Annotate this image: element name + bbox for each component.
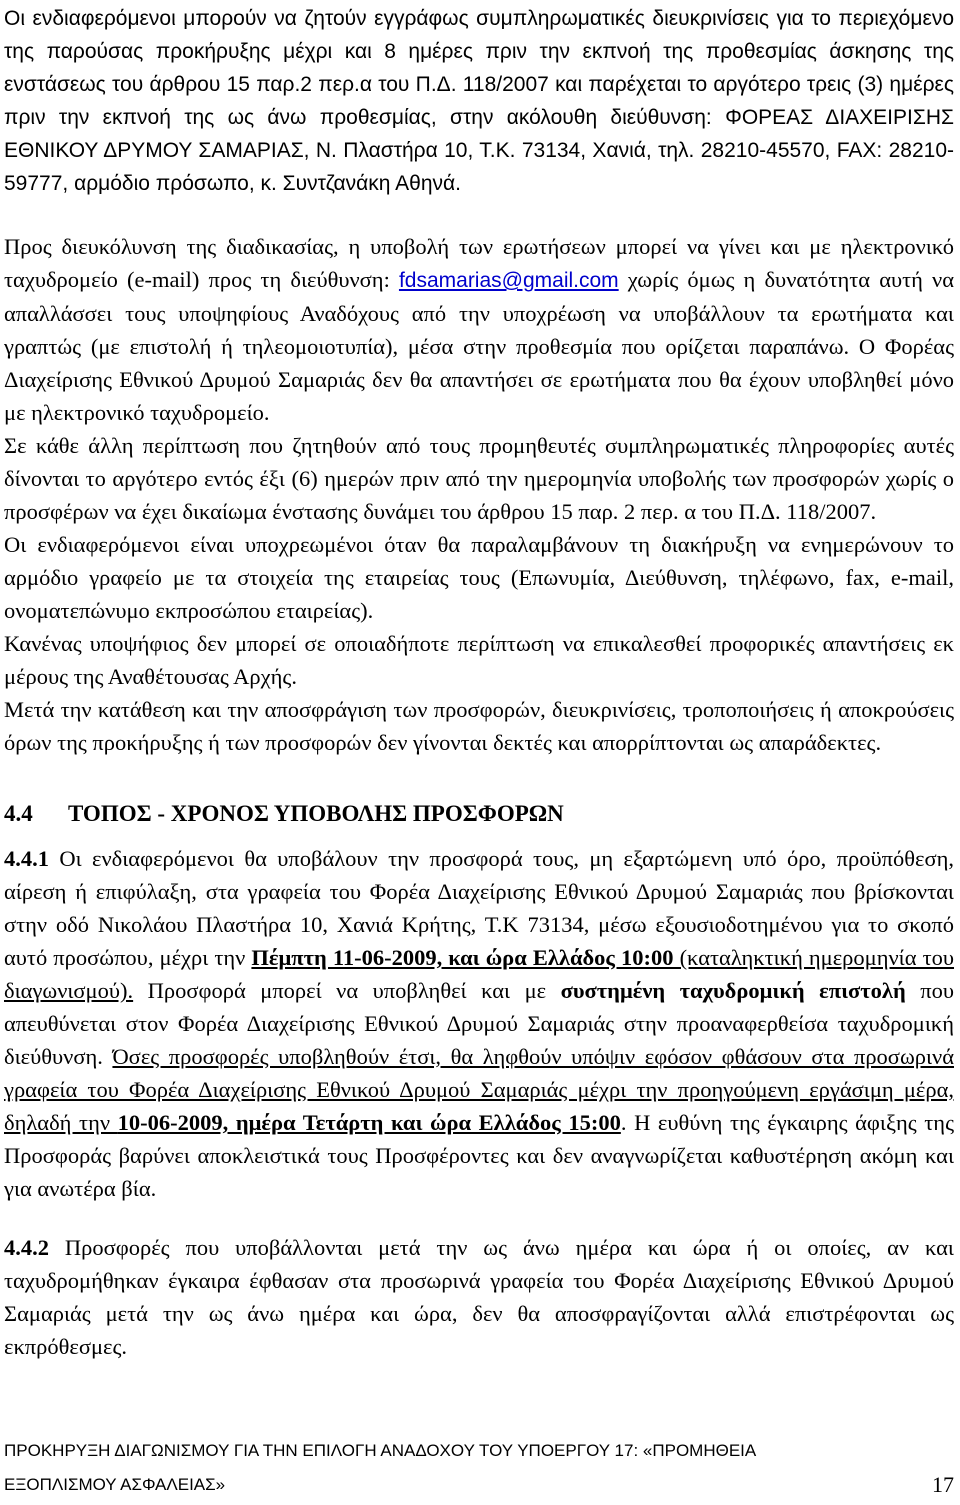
paragraph-text: . Η ευθύνη της έγκαιρης άφιξης της Προσφοράς βαρύνει αποκλειστικά τους Προσφέροντες και δεν αναγνωρίζεται καθυστέρηση ακόμη και για ανωτέρα βία. bbox=[4, 1110, 954, 1201]
paragraph-text: Οι ενδιαφερόμενοι μπορούν να ζητούν εγγράφως συμπληρωματικές διευκρινίσεις για το περιεχόμενο της παρούσας προκήρυξης μέχρι και 8 ημέρες πριν την εκπνοή της προθεσμίας άσκησης της ενστάσεως του άρθρου 15 παρ.2 περ.α του Π.Δ. 118/2007 και παρέχεται το αργότερο τρεις (3) ημέρες πριν την εκπνοή της ως άνω προθεσμίας, στην ακόλουθη διεύθυνση: ΦΟΡΕΑΣ ΔΙΑΧΕΙΡΙΣΗΣ ΕΘΝΙΚΟΥ ΔΡΥΜΟΥ ΣΑΜΑΡΙΑΣ, Ν. Πλαστήρα 10, Τ.Κ. 73134, Χανιά, τηλ. 28210-45570, FAX: 28210-59777, αρμόδιο πρόσωπο, κ. Συντζανάκη Αθηνά. bbox=[4, 7, 954, 195]
page-footer bbox=[4, 1434, 954, 1502]
section-heading bbox=[4, 797, 954, 830]
registered-mail: συστημένη ταχυδρομική επιστολή bbox=[560, 978, 906, 1003]
paragraph-other-cases: Σε κάθε άλλη περίπτωση που ζητηθούν από τους προμηθευτές συμπληρωματικές πληροφορίες αυτές δίνονται το αργότερο εντός έξι (6) ημερών πριν από την ημερομηνία υποβολής των προσφορών χωρίς ο προσφέρων να έχει δικαίωμα ένστασης δυνάμει του άρθρου 15 παρ. 2 περ. α του Π.Δ. 118/2007. bbox=[4, 433, 954, 524]
paragraph-clarifications bbox=[4, 2, 954, 200]
section-title: ΤΟΠΟΣ - ΧΡΟΝΟΣ ΥΠΟΒΟΛΗΣ ΠΡΟΣΦΟΡΩΝ bbox=[68, 801, 564, 826]
paragraph-email-questions bbox=[4, 230, 954, 429]
paragraph-4-4-1 bbox=[4, 842, 954, 1205]
paragraph-company-details: Οι ενδιαφερόμενοι είναι υποχρεωμένοι όταν θα παραλαμβάνουν τη διακήρυξη να ενημερώνουν το αρμόδιο γραφείο με τα στοιχεία της εταιρείας τους (Επωνυμία, Διεύθυνση, τηλέφωνο, fax, e-mail, ονοματεπώνυμο εκπροσώπου εταιρείας). bbox=[4, 532, 954, 623]
paragraph-4-4-2 bbox=[4, 1231, 954, 1363]
deadline-date: Πέμπτη 11-06-2009, και ώρα Ελλάδος 10:00 bbox=[251, 945, 674, 970]
footer-title-line2: ΕΞΟΠΛΙΣΜΟΥ ΑΣΦΑΛΕΙΑΣ» bbox=[4, 1475, 226, 1494]
section-number: 4.4 bbox=[4, 801, 33, 826]
subsection-number: 4.4.1 bbox=[4, 846, 49, 871]
page-number: 17 bbox=[932, 1472, 954, 1497]
email-link[interactable]: fdsamarias@gmail.com bbox=[398, 269, 619, 292]
paragraph-text: που απευθύνεται στον Φορέα Διαχείρισης Εθνικού Δρυμού Σαμαριάς στην προαναφερθείσα ταχυδρομική διεύθυνση. bbox=[4, 978, 955, 1069]
paragraph-text: χωρίς όμως η δυνατότητα αυτή να απαλλάσσει τους υποψηφίους Αναδόχους από την υποχρέωση να υποβάλλουν τα ερωτήματα και γραπτώς (με επιστολή ή τηλεομοιοτυπία), μέσα στην προθεσμία που ορίζεται παραπάνω. Ο Φορέας Διαχείρισης Εθνικού Δρυμού Σαμαριάς δεν θα απαντήσει σε ερωτήματα που θα έχουν υποβληθεί μόνο με ηλεκτρονικό ταχυδρομείο. bbox=[4, 267, 955, 425]
postal-condition: Όσες προσφορές υποβληθούν έτσι, θα ληφθούν υπόψιν εφόσον φθάσουν στα προσωρινά γραφεία του Φορέα Διαχείρισης Εθνικού Δρυμού Σαμαριάς μέχρι την προηγούμενη εργάσιμη μέρα, δηλαδή την bbox=[4, 1044, 954, 1135]
postal-deadline-date: 10-06-2009, ημέρα Τετάρτη και ώρα Ελλάδος 15:00 bbox=[117, 1110, 621, 1135]
deadline-note: (καταληκτική ημερομηνία του διαγωνισμού). bbox=[4, 945, 955, 1003]
footer-title-line1: ΠΡΟΚΗΡΥΞΗ ΔΙΑΓΩΝΙΣΜΟΥ ΓΙΑ ΤΗΝ ΕΠΙΛΟΓΗ ΑΝΑΔΟΧΟΥ ΤΟΥ ΥΠΟΕΡΓΟΥ 17: «ΠΡΟΜΗΘΕΙΑ bbox=[4, 1441, 757, 1460]
paragraph-text: Προς διευκόλυνση της διαδικασίας, η υποβολή των ερωτήσεων μπορεί να γίνει και με ηλεκτρονικό ταχυδρομείο (e-mail) προς τη διεύθυνση: bbox=[4, 234, 954, 292]
paragraph-text: Προσφορές που υποβάλλονται μετά την ως άνω ημέρα και ώρα ή οι οποίες, αν και ταχυδρομήθηκαν έγκαιρα έφθασαν στα προσωρινά γραφεία του Φορέα Διαχείρισης Εθνικού Δρυμού Σαμαριάς μετά την ως άνω ημέρα και ώρα, δεν θα αποσφραγίζονται αλλά επιστρέφονται ως εκπρόθεσμες. bbox=[4, 1235, 954, 1359]
paragraph-after-opening: Μετά την κατάθεση και την αποσφράγιση των προσφορών, διευκρινίσεις, τροποποιήσεις ή αποκρούσεις όρων της προκήρυξης ή των προσφορών δεν γίνονται δεκτές και απορρίπτονται ως απαράδεκτες. bbox=[4, 697, 954, 755]
paragraph-text: Προσφορά μπορεί να υποβληθεί και με bbox=[133, 978, 561, 1003]
paragraph-oral-answers: Κανένας υποψήφιος δεν μπορεί σε οποιαδήποτε περίπτωση να επικαλεσθεί προφορικές απαντήσεις εκ μέρους της Αναθέτουσας Αρχής. bbox=[4, 631, 954, 689]
paragraph-text: Οι ενδιαφερόμενοι θα υποβάλουν την προσφορά τους, μη εξαρτώμενη υπό όρο, προϋπόθεση, αίρεση ή επιφύλαξη, στα γραφεία του Φορέα Διαχείρισης Εθνικού Δρυμού Σαμαριάς που βρίσκονται στην οδό Νικολάου Πλαστήρα 10, Χανιά Κρήτης, Τ.Κ 73134, μέσω εξουσιοδοτημένου για το σκοπό αυτό προσώπου, μέχρι την bbox=[4, 846, 954, 970]
subsection-number: 4.4.2 bbox=[4, 1235, 49, 1260]
